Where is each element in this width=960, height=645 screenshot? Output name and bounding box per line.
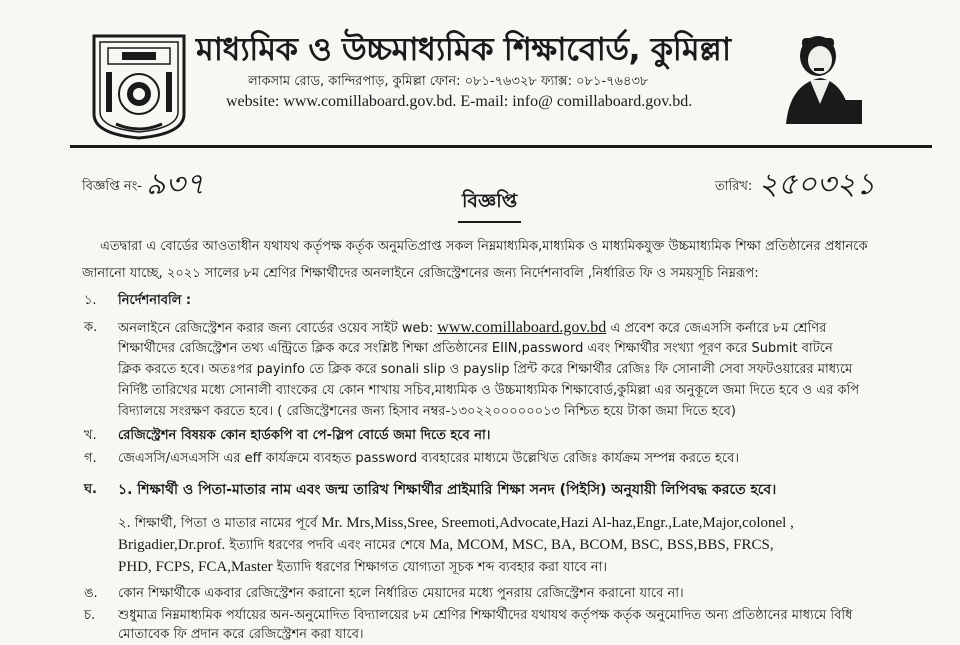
item-gha-sub-2-mid: ইত্যাদি ধরণের পদবি এবং নামের শেষে <box>229 538 426 553</box>
item-cha-line-2: মোতাবেক ফি প্রদান করে রেজিস্ট্রেশন করা যাবে। <box>118 627 364 642</box>
item-gha-sub-2-line-3 <box>118 557 607 578</box>
date-row <box>715 160 875 211</box>
intro-line-1: এতদ্বারা এ বোর্ডের আওতাধীন যথাযথ কর্তৃপক্ষ কর্তৃক অনুমতিপ্রাপ্ত সকল নিম্নমাধ্যমিক,মাধ্যমিক ও মাধ্যমিকযুক্ত উচ্চমাধ্যমিক শিক্ষা প্রতিষ্ঠানের প্রধানকে <box>100 239 868 254</box>
item-ka-line-1-post: এ প্রবেশ করে জেএসসি কর্নারে ৮ম শ্রেণির <box>610 321 827 336</box>
item-ka-line-3: ক্লিক করতে হবে। অতঃপর payinfo তে ক্লিক করে sonali slip ও payslip প্রিন্ট করে শিক্ষার্থীর রেজিঃ ফি সোনালী সেবা সফটওয়ারের মাধ্যমে <box>118 362 853 377</box>
item-uma-label: ঙ. <box>84 586 98 601</box>
item-ka-line-1 <box>118 318 826 339</box>
item-cha-label: চ. <box>84 608 96 623</box>
item-gha-sub-2-degrees-2: PHD, FCPS, FCA,Master <box>118 559 273 575</box>
item-gha-label: ঘ. <box>84 482 97 497</box>
section-1-number: ১. <box>84 293 97 308</box>
item-kha-label: খ. <box>84 428 97 443</box>
item-ka-label: ক. <box>84 320 98 335</box>
item-gha-sub-2-titles-2: Brigadier,Dr.prof. <box>118 537 226 553</box>
item-gha-sub-2-line-2 <box>118 535 774 556</box>
website-email-line: website: www.comillaboard.gov.bd. E-mail: info@ comillaboard.gov.bd. <box>226 93 693 110</box>
board-seal-logo <box>86 30 192 140</box>
intro-line-2: জানানো যাচ্ছে, ২০২১ সালের ৮ম শ্রেণির শিক্ষার্থীদের অনলাইনে রেজিস্ট্রেশনের জন্য নির্দেশনাবলি ,নির্ধারিত ফি ও সময়সূচি নিম্নরূপ: <box>82 266 759 281</box>
item-ga-text: জেএসসি/এসএসসি এর eff কার্যক্রমে ব্যবহৃত password ব্যবহারের মাধ্যমে উল্লেখিত রেজিঃ কার্যক্রম সম্পন্ন করতে হবে। <box>118 451 739 466</box>
portrait-emblem-image <box>780 28 862 126</box>
date-label: তারিখ: <box>715 179 753 194</box>
item-ka-line-1-pre: অনলাইনে রেজিস্ট্রেশন করার জন্য বোর্ডের ওয়েব সাইট web: <box>118 321 434 336</box>
notice-number-row <box>82 160 204 211</box>
header-divider <box>70 145 932 148</box>
notice-number-label: বিজ্ঞপ্তি নং- <box>82 179 142 194</box>
item-gha-sub-2-pre: ২. শিক্ষার্থী, পিতা ও মাতার নামের পূর্বে <box>118 516 318 531</box>
notice-number-value: ৯৩৭ <box>145 167 205 202</box>
board-name: মাধ্যমিক ও উচ্চমাধ্যমিক শিক্ষাবোর্ড, কুমিল্লা <box>196 30 731 68</box>
item-gha-sub-1: ১. শিক্ষার্থী ও পিতা-মাতার নাম এবং জন্ম তারিখ শিক্ষার্থীর প্রাইমারি শিক্ষা সনদ (পিইসি) অনুযায়ী লিপিবদ্ধ করতে হবে। <box>118 482 777 498</box>
item-gha-sub-2-line-1 <box>118 513 794 534</box>
item-cha-line-1: শুধুমাত্র নিম্নমাধ্যমিক পর্যায়ের অন-অনুমোদিত বিদ্যালয়ের ৮ম শ্রেণির শিক্ষার্থীদের যথাযথ কর্তৃপক্ষ কর্তৃক অনুমোদিত অন্য প্রতিষ্ঠানের মাধ্যমে বিধি <box>118 608 853 623</box>
item-ka-line-4: নির্দিষ্ট তারিখের মধ্যে সোনালী ব্যাংকের যে কোন শাখায় সচিব,মাধ্যমিক ও উচ্চমাধ্যমিক শিক্ষাবোর্ড,কুমিল্লা এর অনুকূলে জমা দিতে হবে ও এর কপি <box>118 383 860 398</box>
item-gha-sub-2-degrees: Ma, MCOM, MSC, BA, BCOM, BSC, BSS,BBS, FRCS, <box>429 537 774 553</box>
notice-heading: বিজ্ঞপ্তি <box>458 187 521 223</box>
item-ka-line-2: শিক্ষার্থীদের রেজিস্ট্রেশন তথ্য এন্ট্রিতে ক্লিক করে সংশ্লিষ্ট শিক্ষা প্রতিষ্ঠানের EIIN,password এবং শিক্ষার্থীর সংখ্যা পূরণ করে Submit বাটনে <box>118 341 833 356</box>
website-link[interactable]: www.comillaboard.gov.bd <box>437 319 607 336</box>
item-kha-text: রেজিস্ট্রেশন বিষয়ক কোন হার্ডকপি বা পে-স্লিপ বোর্ডে জমা দিতে হবে না। <box>118 428 491 443</box>
section-1-title: নির্দেশনাবলি : <box>118 293 192 308</box>
item-ka-line-5: বিদ্যালয়ে সংরক্ষণ করতে হবে। ( রেজিস্ট্রেশনের জন্য হিসাব নম্বর-১৩০২২০০০০০০১৩ নিশ্চিত হয়ে টাকা জমা দিতে হবে) <box>118 404 736 419</box>
item-gha-sub-2-titles: Mr. Mrs,Miss,Sree, Sreemoti,Advocate,Hazi Al-haz,Engr.,Late,Major,colonel , <box>321 515 794 531</box>
item-ga-label: গ. <box>84 451 97 466</box>
board-address: লাকসাম রোড, কান্দিরপাড়, কুমিল্লা ফোন: ০৮১-৭৬৩২৮ ফ্যাক্স: ০৮১-৭৬৪৩৮ <box>248 74 649 89</box>
item-uma-text: কোন শিক্ষার্থীকে একবার রেজিস্ট্রেশন করানো হলে নির্ধারিত মেয়াদের মধ্যে পুনরায় রেজিস্ট্রেশন করানো যাবে না। <box>118 586 684 601</box>
item-gha-sub-2-end: ইত্যাদি ধরণের শিক্ষাগত যোগ্যতা সূচক শব্দ ব্যবহার করা যাবে না। <box>276 560 607 575</box>
date-value: ২৫০৩২১ <box>758 167 876 202</box>
